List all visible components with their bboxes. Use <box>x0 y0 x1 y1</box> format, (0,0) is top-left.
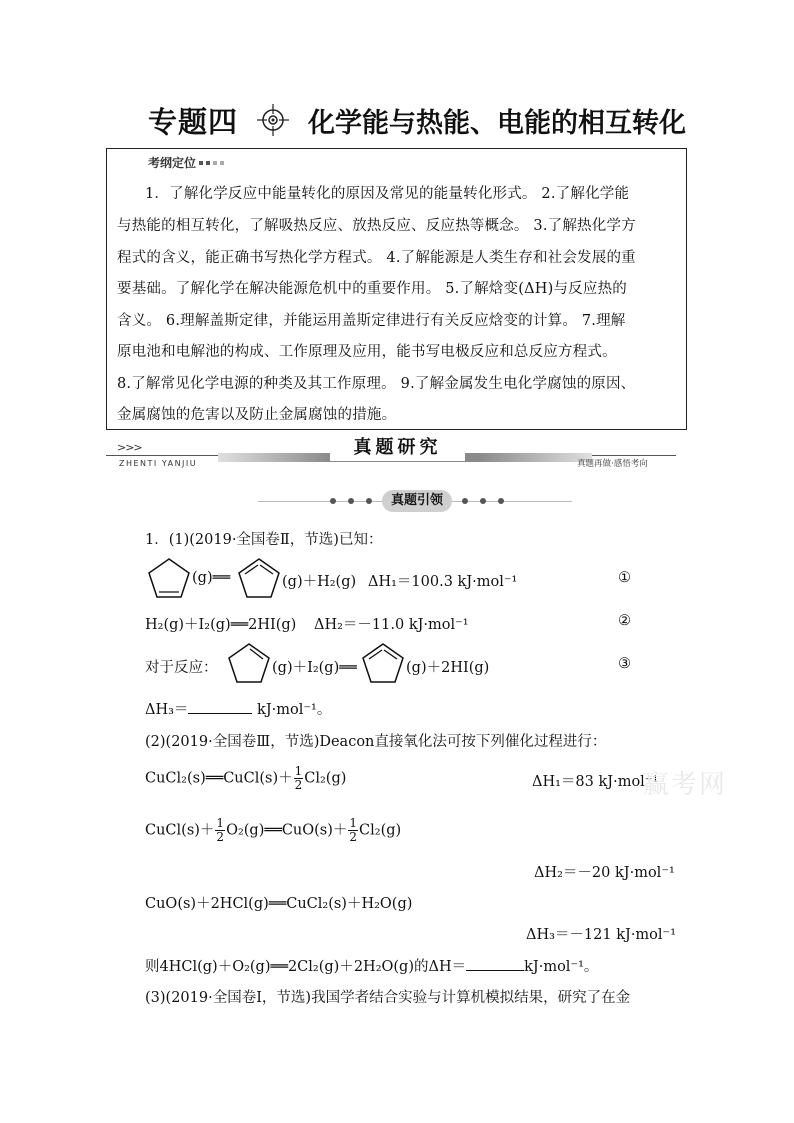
equation-number: ② <box>618 613 631 629</box>
cyclopentene-icon <box>226 641 272 685</box>
section-pinyin: ZHENTI YANJIU <box>119 459 198 468</box>
dot-icon <box>462 498 468 504</box>
dot-icon <box>498 498 504 504</box>
chevron-icon: >>> <box>117 441 142 454</box>
equation-text: (g)＋H₂(g) <box>282 574 357 590</box>
enthalpy-value: ΔH₁＝83 kJ·mol⁻¹ <box>532 774 659 790</box>
outline-line: 要基础。了解化学在解决能源危机中的重要作用。 5.了解焓变(ΔH)与反应热的 <box>117 281 627 297</box>
outline-line: 含义。 6.理解盖斯定律，并能运用盖斯定律进行有关反应焓变的计算。 7.理解 <box>117 313 626 329</box>
dot-icon <box>330 498 336 504</box>
answer-line: 则4HCl(g)＋O₂(g)══2Cl₂(g)＋2H₂O(g)的ΔH＝ kJ·mol⁻¹。 <box>145 959 599 975</box>
cyclopentene-icon <box>146 556 192 600</box>
equation-number: ① <box>618 570 631 586</box>
equation-text: CuO(s)＋2HCl(g)══CuCl₂(s)＋H₂O(g) <box>145 896 413 912</box>
outline-line: 与热能的相互转化，了解吸热反应、放热反应、反应热等概念。 3.了解热化学方 <box>117 218 636 234</box>
dot-icon <box>366 498 372 504</box>
equation-text: (g)＋I₂(g)══ <box>272 660 357 676</box>
question-intro: 1．(1)(2019·全国卷Ⅱ，节选)已知： <box>145 532 383 548</box>
subtitle-divider-right <box>452 501 572 502</box>
dot-icon <box>348 498 354 504</box>
question-intro: (2)(2019·全国卷Ⅲ，节选)Deacon直接氧化法可按下列催化过程进行： <box>145 734 607 750</box>
page-title <box>148 100 686 140</box>
outline-line: 原电池和电解池的构成、工作原理及应用，能书写电极反应和总反应方程式。 <box>117 344 617 360</box>
answer-line: ΔH₃＝ kJ·mol⁻¹。 <box>145 702 332 718</box>
equation-text: H₂(g)＋I₂(g)══2HI(g) <box>145 617 297 633</box>
question-intro: (3)(2019·全国卷Ⅰ，节选)我国学者结合实验与计算机模拟结果，研究了在金 <box>145 990 631 1006</box>
section-motto: 真题再做·感悟考向 <box>577 459 648 469</box>
subtitle-pill: 真题引领 <box>382 490 452 512</box>
equation-number: ③ <box>618 656 631 672</box>
outline-line: 8.了解常见化学电源的种类及其工作原理。 9.了解金属发生电化学腐蚀的原因、 <box>117 376 636 392</box>
outline-label: 考纲定位 <box>148 154 224 171</box>
crosshair-icon <box>256 103 290 137</box>
equation-text: 对于反应： <box>145 660 218 676</box>
outline-line: 金属腐蚀的危害以及防止金属腐蚀的措施。 <box>117 407 397 423</box>
title-subject: 化学能与热能、电能的相互转化 <box>308 107 687 139</box>
enthalpy-value: ΔH₁＝100.3 kJ·mol⁻¹ <box>368 574 518 590</box>
title-topic: 专题四 <box>148 104 239 139</box>
equation-text: CuCl₂(s)══CuCl(s)＋ $\frac{1}{2}$ Cl₂(g) <box>145 764 347 792</box>
answer-blank[interactable] <box>466 958 524 971</box>
outline-line: 程式的含义，能正确书写热化学方程式。 4.了解能源是人类生存和社会发展的重 <box>117 250 636 266</box>
cyclopentadiene-icon <box>360 641 406 685</box>
equation-text: (g)＋2HI(g) <box>406 660 490 676</box>
subtitle-divider-left <box>258 501 382 502</box>
enthalpy-value: ΔH₃＝－121 kJ·mol⁻¹ <box>526 927 677 943</box>
cyclopentadiene-icon <box>236 556 282 600</box>
watermark: 赢考网 <box>643 770 728 800</box>
outline-line: 1．了解化学反应中能量转化的原因及常见的能量转化形式。 2.了解化学能 <box>145 186 630 202</box>
dot-icon <box>480 498 486 504</box>
fraction: $\frac{1}{2}$ <box>349 816 358 844</box>
equation-text: CuCl(s)＋ $\frac{1}{2}$ O₂(g)══CuO(s)＋ $\frac{1}{2}$ Cl₂(g) <box>145 816 402 844</box>
equation-text: (g)══ <box>192 570 231 586</box>
enthalpy-value: ΔH₂＝－20 kJ·mol⁻¹ <box>534 865 675 881</box>
fraction: $\frac{1}{2}$ <box>216 816 225 844</box>
fraction: $\frac{1}{2}$ <box>294 764 303 792</box>
enthalpy-value: ΔH₂＝－11.0 kJ·mol⁻¹ <box>314 617 469 633</box>
section-title: 真题研究 <box>330 435 465 461</box>
answer-blank[interactable] <box>188 701 252 714</box>
